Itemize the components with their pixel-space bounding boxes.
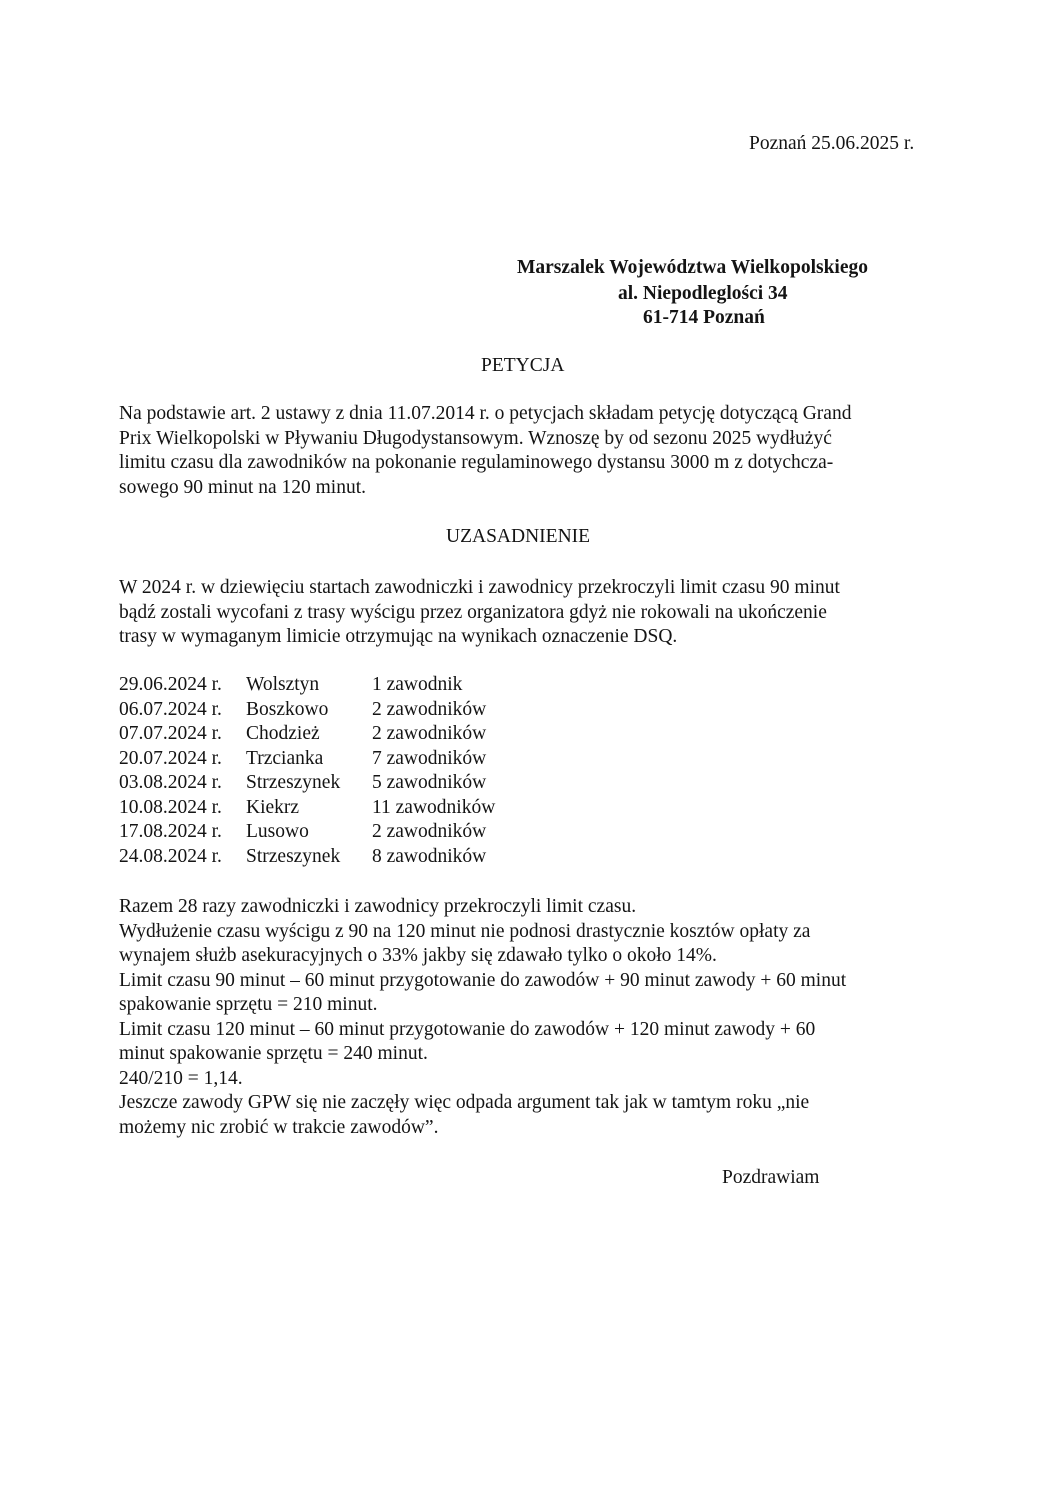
- result-place: Wolsztyn: [246, 674, 320, 695]
- result-place: Boszkowo: [246, 698, 329, 720]
- result-place: Strzeszynek: [246, 772, 341, 793]
- summary-line: wynajem służb asekuracyjnych o 33% jakby się zdawało tylko o około 14%.: [119, 945, 717, 966]
- result-count: 1 zawodnik: [372, 674, 463, 695]
- petition-paragraph: [119, 402, 929, 500]
- summary-line: spakowanie sprzętu = 210 minut.: [119, 994, 378, 1015]
- petition-line: sowego 90 minut na 120 minut.: [119, 476, 366, 498]
- justification-intro-line: bądź zostali wycofani z trasy wyścigu przez organizatora gdyż nie rokowali na ukończenie: [119, 601, 827, 623]
- result-date: 07.07.2024 r.: [119, 723, 222, 744]
- result-date: 17.08.2024 r.: [119, 821, 222, 842]
- petition-line: Na podstawie art. 2 ustawy z dnia 11.07.2014 r. o petycjach składam petycję dotyczącą Grand: [119, 403, 852, 424]
- result-date: 29.06.2024 r.: [119, 674, 222, 695]
- result-date: 06.07.2024 r.: [119, 698, 222, 720]
- result-count: 7 zawodników: [372, 747, 487, 769]
- result-date: 24.08.2024 r.: [119, 845, 222, 867]
- summary-line: Wydłużenie czasu wyścigu z 90 na 120 minut nie podnosi drastycznie kosztów opłaty za: [119, 920, 811, 942]
- justification-intro-line: W 2024 r. w dziewięciu startach zawodniczki i zawodnicy przekroczyli limit czasu 90 minut: [119, 577, 840, 598]
- justification-title: UZASADNIENIE: [446, 526, 591, 547]
- result-count: 2 zawodników: [372, 723, 487, 744]
- summary-line: Razem 28 razy zawodniczki i zawodnicy przekroczyli limit czasu.: [119, 896, 637, 917]
- petition-line: limitu czasu dla zawodników na pokonanie regulaminowego dystansu 3000 m z dotychcza-: [119, 452, 834, 473]
- result-place: Kiekrz: [246, 796, 300, 818]
- result-place: Chodzież: [246, 723, 320, 744]
- result-count: 11 zawodników: [372, 796, 496, 818]
- petition-line: Prix Wielkopolski w Pływaniu Długodystansowym. Wznoszę by od sezonu 2025 wydłużyć: [119, 427, 832, 449]
- result-place: Trzcianka: [246, 747, 324, 769]
- closing-greeting: Pozdrawiam: [722, 1167, 820, 1188]
- summary-line: Jeszcze zawody GPW się nie zaczęły więc odpada argument tak jak w tamtym roku „nie: [119, 1092, 810, 1113]
- summary-line: minut spakowanie sprzętu = 240 minut.: [119, 1043, 428, 1064]
- recipient-street: al. Niepodleglości 34: [618, 283, 788, 304]
- justification-summary: [119, 895, 929, 1140]
- summary-line: 240/210 = 1,14.: [119, 1067, 243, 1089]
- result-count: 5 zawodników: [372, 772, 487, 793]
- summary-line: Limit czasu 90 minut – 60 minut przygotowanie do zawodów + 90 minut zawody + 60 minut: [119, 969, 847, 991]
- result-count: 2 zawodników: [372, 821, 487, 842]
- result-date: 10.08.2024 r.: [119, 796, 222, 818]
- recipient-city: 61-714 Poznań: [643, 307, 765, 328]
- document-date: Poznań 25.06.2025 r.: [749, 133, 915, 154]
- petition-title: PETYCJA: [481, 355, 565, 376]
- result-place: Lusowo: [246, 821, 309, 842]
- justification-intro: [119, 576, 929, 650]
- summary-line: możemy nic zrobić w trakcie zawodów”.: [119, 1116, 439, 1138]
- result-count: 8 zawodników: [372, 845, 487, 867]
- result-place: Strzeszynek: [246, 845, 341, 867]
- result-count: 2 zawodników: [372, 698, 487, 720]
- result-date: 20.07.2024 r.: [119, 747, 222, 769]
- result-date: 03.08.2024 r.: [119, 772, 222, 793]
- justification-intro-line: trasy w wymaganym limicie otrzymując na wynikach oznaczenie DSQ.: [119, 626, 678, 647]
- summary-line: Limit czasu 120 minut – 60 minut przygotowanie do zawodów + 120 minut zawody + 60: [119, 1018, 816, 1040]
- recipient-name: Marszalek Województwa Wielkopolskiego: [517, 257, 868, 278]
